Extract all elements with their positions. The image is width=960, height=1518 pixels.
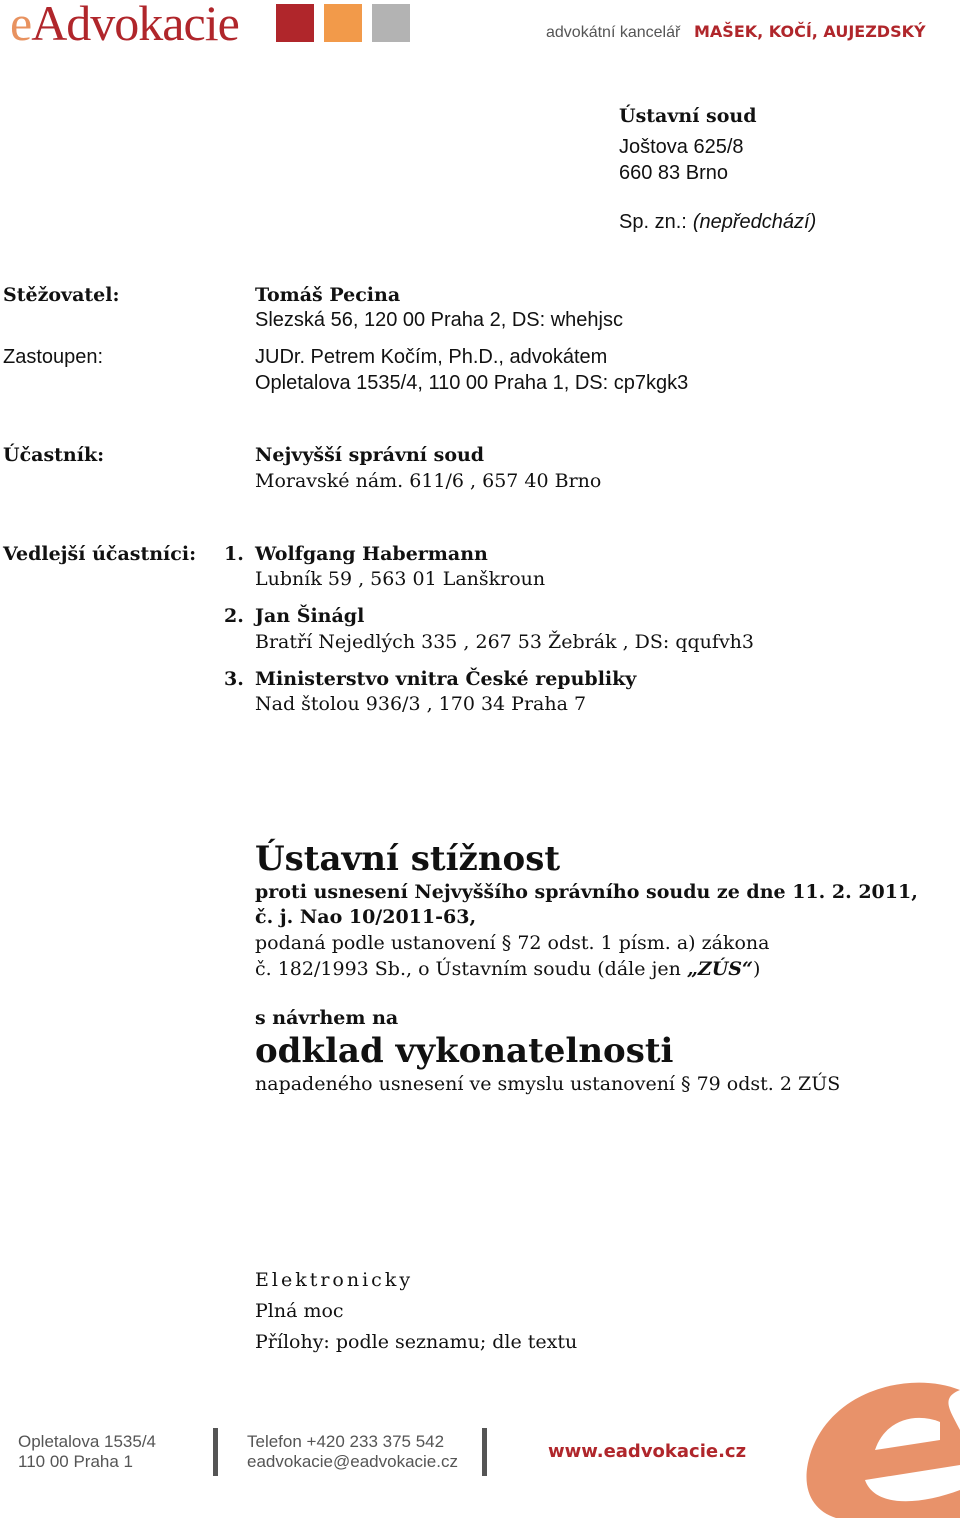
represented-name: JUDr. Petrem Kočím, Ph.D., advokátem	[255, 346, 608, 368]
abbreviation-zus: „ZÚS“	[686, 958, 753, 980]
footer-divider-2	[482, 1428, 487, 1476]
reference-label: Sp. zn.:	[619, 211, 687, 233]
secondary-1-name: Wolfgang Habermann	[255, 543, 488, 565]
against-line-1: proti usnesení Nejvyššího správního soudu ze dne 11. 2. 2011,	[255, 881, 918, 903]
brand-e-icon	[790, 1370, 960, 1518]
represented-address: Opletalova 1535/4, 110 00 Praha 1, DS: cp7kgk3	[255, 372, 689, 394]
footer-phone: Telefon +420 233 375 542	[247, 1432, 445, 1451]
reference-value: (nepředchází)	[692, 211, 817, 233]
secondary-label: Vedlejší účastníci:	[3, 543, 197, 565]
footer-divider-1	[213, 1428, 218, 1476]
participant-name: Nejvyšší správní soud	[255, 444, 485, 466]
secondary-3-number: 3.	[224, 668, 244, 690]
logo-wordmark	[10, 0, 239, 52]
complainant-name: Tomáš Pecina	[255, 284, 401, 306]
secondary-1-number: 1.	[224, 543, 244, 565]
power-of-attorney: Plná moc	[255, 1300, 344, 1322]
participant-label: Účastník:	[3, 444, 105, 466]
logo-square-gray	[372, 4, 410, 42]
footer-email[interactable]: eadvokacie@eadvokacie.cz	[247, 1452, 458, 1471]
complainant-address: Slezská 56, 120 00 Praha 2, DS: whehjsc	[255, 309, 623, 331]
filed-line-2-end: )	[752, 958, 761, 980]
participant-address: Moravské nám. 611/6 , 657 40 Brno	[255, 470, 602, 492]
motion-detail: napadeného usnesení ve smyslu ustanovení § 79 odst. 2 ZÚS	[255, 1073, 841, 1095]
annexes: Přílohy: podle seznamu; dle textu	[255, 1331, 578, 1353]
secondary-3-name: Ministerstvo vnitra České republiky	[255, 668, 637, 690]
filed-line-2	[255, 956, 760, 982]
reference-number	[619, 209, 816, 235]
logo-square-orange	[324, 4, 362, 42]
firm-prefix: advokátní kancelář	[546, 24, 681, 41]
secondary-2-number: 2.	[224, 605, 244, 627]
logo-rest: Advokacie	[31, 0, 239, 51]
motion-intro: s návrhem na	[255, 1007, 399, 1029]
secondary-2-address: Bratří Nejedlých 335 , 267 53 Žebrák , DS: qqufvh3	[255, 631, 755, 653]
against-line-2: č. j. Nao 10/2011-63,	[255, 906, 477, 928]
delivery-method: Elektronicky	[255, 1269, 414, 1291]
motion-heading: odklad vykonatelnosti	[255, 1031, 674, 1071]
secondary-2-name: Jan Šinágl	[255, 605, 365, 627]
filed-line-2-text: č. 182/1993 Sb., o Ústavním soudu (dále jen	[255, 958, 687, 980]
addressee-city: 660 83 Brno	[619, 162, 728, 184]
addressee-name: Ústavní soud	[619, 105, 757, 127]
logo-square-red	[276, 4, 314, 42]
footer-website-link[interactable]: www.eadvokacie.cz	[548, 1441, 747, 1462]
logo-prefix: e	[10, 0, 32, 51]
filed-line-1: podaná podle ustanovení § 72 odst. 1 písm. a) zákona	[255, 932, 770, 954]
complainant-label: Stěžovatel:	[3, 284, 120, 306]
firm-name: MAŠEK, KOČÍ, AUJEZDSKÝ	[694, 22, 926, 41]
represented-label: Zastoupen:	[3, 346, 104, 368]
footer-city: 110 00 Praha 1	[18, 1452, 133, 1471]
secondary-1-address: Lubník 59 , 563 01 Lanškroun	[255, 568, 546, 590]
footer-street: Opletalova 1535/4	[18, 1432, 156, 1451]
secondary-3-address: Nad štolou 936/3 , 170 34 Praha 7	[255, 693, 587, 715]
document-heading: Ústavní stížnost	[255, 839, 561, 879]
addressee-street: Joštova 625/8	[619, 136, 744, 158]
